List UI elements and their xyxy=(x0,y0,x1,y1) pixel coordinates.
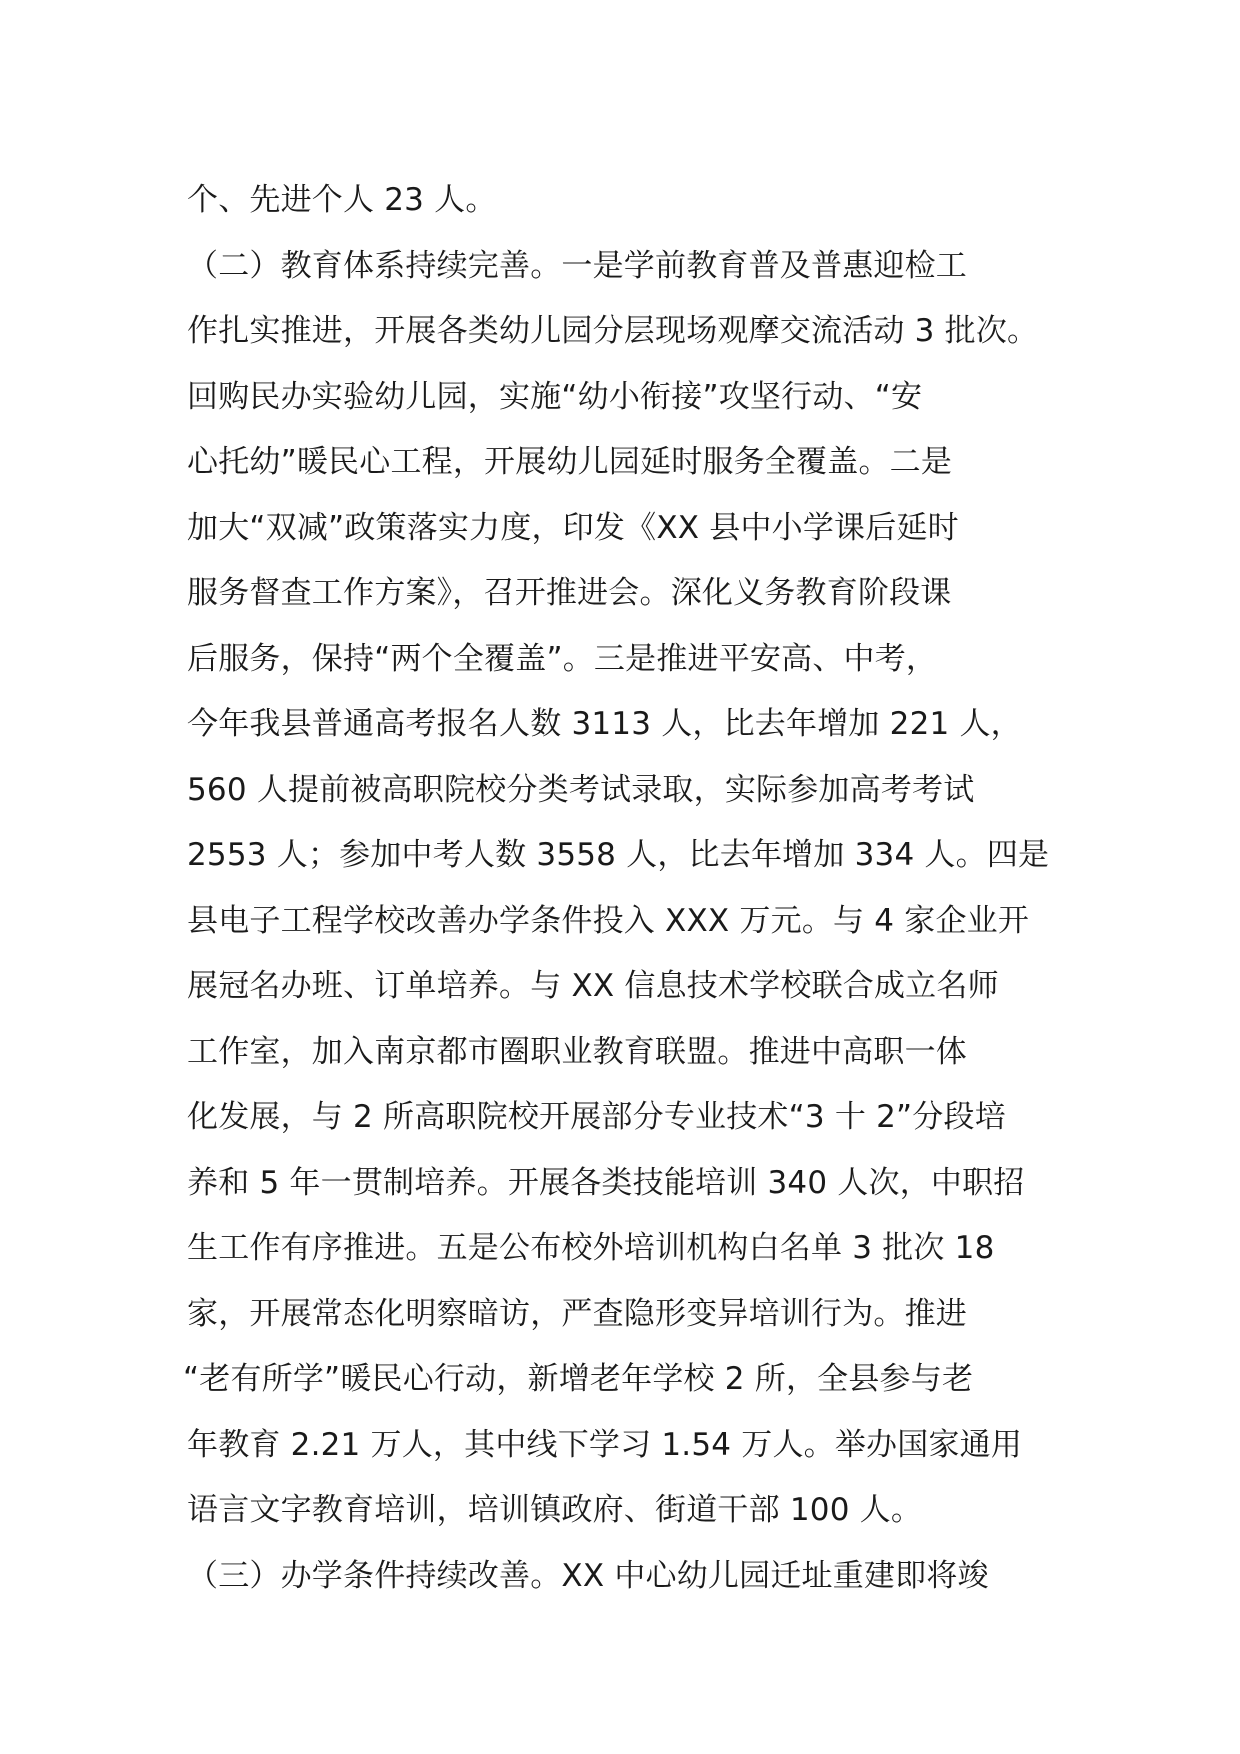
text-line: 工作室，加入南京都市圈职业教育联盟。推进中高职一体 xyxy=(187,1033,967,1070)
text-line: 语言文字教育培训，培训镇政府、街道干部 100 人。 xyxy=(187,1492,923,1528)
text-line: 化发展，与 2 所高职院校开展部分专业技术“3 十 2”分段培 xyxy=(187,1099,1006,1135)
text-line: 年教育 2.21 万人，其中线下学习 1.54 万人。举办国家通用 xyxy=(187,1426,1023,1463)
text-line: 心托幼”暖民心工程，开展幼儿园延时服务全覆盖。二是 xyxy=(187,444,953,480)
text-line: 家，开展常态化明察暗访，严查隐形变异培训行为。推进 xyxy=(187,1295,967,1332)
text-line: 今年我县普通高考报名人数 3113 人，比去年增加 221 人， xyxy=(187,706,1022,742)
text-line: 县电子工程学校改善办学条件投入 XXX 万元。与 4 家企业开 xyxy=(187,902,1030,939)
text-line: 作扎实推进，开展各类幼儿园分层现场观摩交流活动 3 批次。 xyxy=(187,313,1039,349)
section-heading-line: （三）办学条件持续改善。XX 中心幼儿园迁址重建即将竣 xyxy=(187,1557,989,1594)
text-line: 个、先进个人 23 人。 xyxy=(187,182,497,218)
text-line: 后服务，保持“两个全覆盖”。三是推进平安高、中考， xyxy=(187,640,938,677)
text-line: 回购民办实验幼儿园，实施“幼小衔接”攻坚行动、“安 xyxy=(187,378,923,415)
text-line: “老有所学”暖民心行动，新增老年学校 2 所，全县参与老 xyxy=(183,1361,974,1397)
text-line: 养和 5 年一贯制培养。开展各类技能培训 340 人次，中职招 xyxy=(187,1164,1025,1201)
text-line: 展冠名办班、订单培养。与 XX 信息技术学校联合成立名师 xyxy=(187,968,999,1004)
body-text xyxy=(183,168,1067,1609)
text-line: 560 人提前被高职院校分类考试录取，实际参加高考考试 xyxy=(187,771,975,808)
text-line: 2553 人；参加中考人数 3558 人，比去年增加 334 人。四是 xyxy=(187,837,1050,873)
text-line: 加大“双减”政策落实力度，印发《XX 县中小学课后延时 xyxy=(187,509,959,546)
text-line: 服务督查工作方案》，召开推进会。深化义务教育阶段课 xyxy=(187,575,952,611)
section-heading-line: （二）教育体系持续完善。一是学前教育普及普惠迎检工 xyxy=(187,247,967,284)
text-line: 生工作有序推进。五是公布校外培训机构白名单 3 批次 18 xyxy=(187,1230,995,1266)
